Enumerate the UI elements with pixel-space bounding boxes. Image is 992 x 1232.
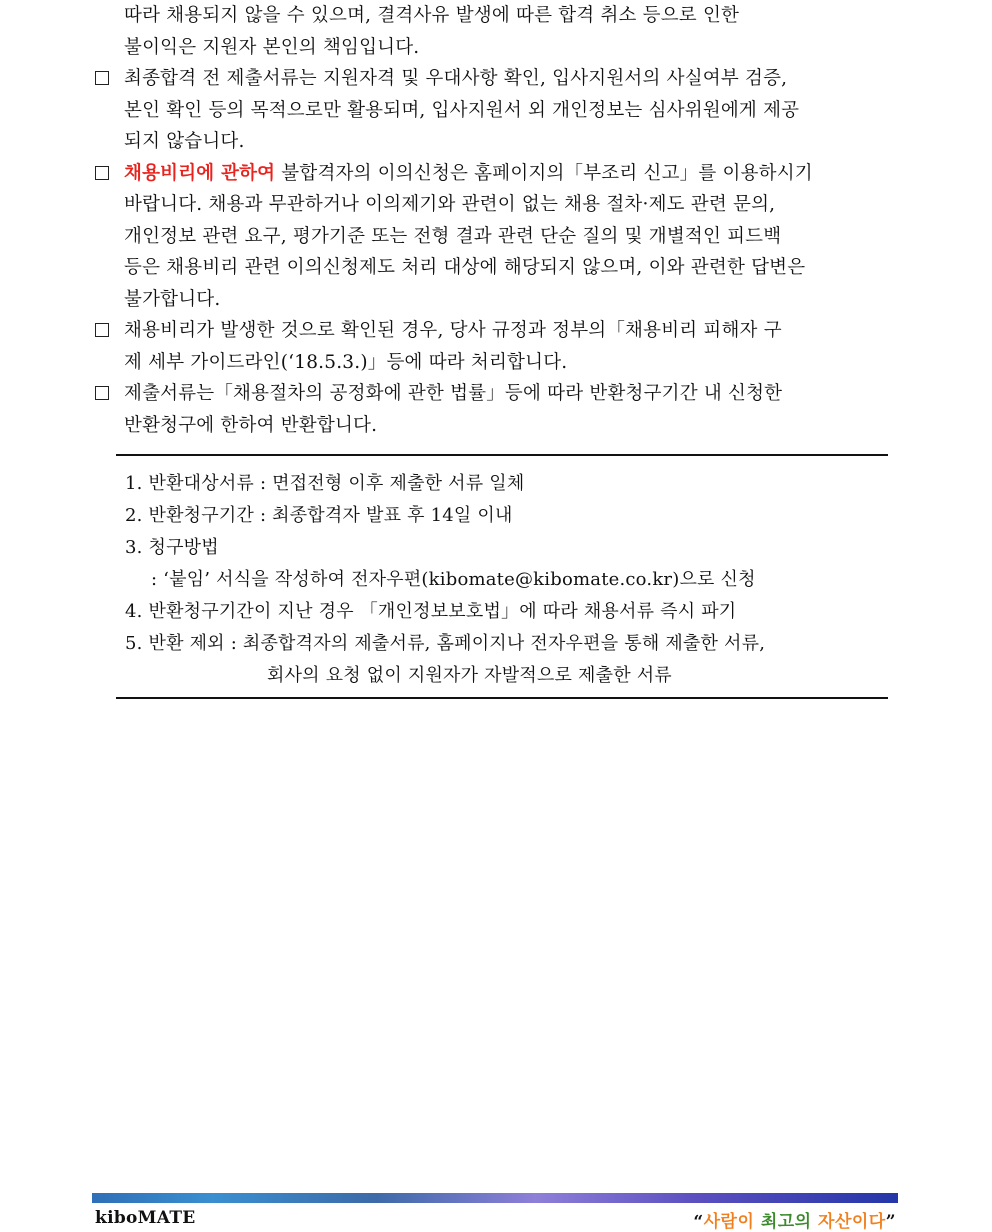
bullet-line [124,158,898,190]
slogan-word: 사람이 [703,1212,755,1232]
footer-gradient-bar [92,1193,898,1203]
return-info-list [125,468,885,692]
checkbox-square-icon [95,323,109,337]
return-info-item: 1. 반환대상서류 : 면접전형 이후 제출한 서류 일체 [125,473,525,494]
checkbox-square-icon [95,166,109,180]
notice-bullet-corruption-handling [92,315,898,378]
continuation-line: 불이익은 지원자 본인의 책임입니다. [124,36,420,58]
bullet-line: 개인정보 관련 요구, 평가기준 또는 전형 결과 관련 단순 질의 및 개별적인 피드백 [124,225,782,247]
checkbox-square-icon [95,386,109,400]
bullet-line: 제 세부 가이드라인(‘18.5.3.)」등에 따라 처리합니다. [124,351,568,373]
return-info-item: 3. 청구방법 [125,537,219,558]
slogan-open-quote: “ [693,1212,704,1232]
bullet-line: 되지 않습니다. [124,131,245,152]
return-info-item: 4. 반환청구기간이 지난 경우 「개인정보보호법」에 따라 채용서류 즉시 파기 [125,601,737,622]
checkbox-square-icon [95,71,109,85]
notice-bullet-document-return [92,378,898,441]
return-info-item: 2. 반환청구기간 : 최종합격자 발표 후 14일 이내 [125,505,513,526]
continuation-text [124,0,898,63]
footer-brand: kiboMATE [95,1208,196,1228]
return-info-box [116,454,888,699]
notice-bullet-docs-usage [92,63,898,158]
bullet-line: 채용비리가 발생한 것으로 확인된 경우, 당사 규정과 정부의「채용비리 피해자 구 [124,320,782,341]
notice-bullet-list [92,63,898,441]
highlight-text: 채용비리에 관하여 [124,162,276,184]
bullet-line: 반환청구에 한하여 반환합니다. [124,414,378,436]
footer-slogan [693,1207,896,1232]
bullet-line: 불가합니다. [124,288,221,310]
return-info-item-detail: : ‘붙임’ 서식을 작성하여 전자우편(kibomate@kibomate.co.kr)으로 신청 [151,569,756,590]
bullet-line: 최종합격 전 제출서류는 지원자격 및 우대사항 확인, 입사지원서의 사실여부 검증, [124,68,788,89]
bullet-line: 등은 채용비리 관련 이의신청제도 처리 대상에 해당되지 않으며, 이와 관련한 답변은 [124,257,806,278]
return-info-item-continuation: 회사의 요청 없이 지원자가 자발적으로 제출한 서류 [267,665,672,686]
bullet-line: 바랍니다. 채용과 무관하거나 이의제기와 관련이 없는 채용 절차·제도 관련 문의, [124,194,776,215]
bullet-line: 본인 확인 등의 목적으로만 활용되며, 입사지원서 외 개인정보는 심사위원에게 제공 [124,99,800,121]
notice-bullet-hiring-corruption [92,158,898,316]
return-info-item: 5. 반환 제외 : 최종합격자의 제출서류, 홈페이지나 전자우편을 통해 제출한 서류, [125,633,766,654]
slogan-close-quote: ” [885,1212,896,1232]
bullet-line-rest: 불합격자의 이의신청은 홈페이지의「부조리 신고」를 이용하시기 [275,162,813,184]
slogan-word: 최고의 [760,1212,812,1232]
continuation-line: 따라 채용되지 않을 수 있으며, 결격사유 발생에 따른 합격 취소 등으로 인한 [124,5,740,26]
bullet-line: 제출서류는「채용절차의 공정화에 관한 법률」등에 따라 반환청구기간 내 신청한 [124,383,783,404]
slogan-word: 자산이다 [818,1212,886,1232]
